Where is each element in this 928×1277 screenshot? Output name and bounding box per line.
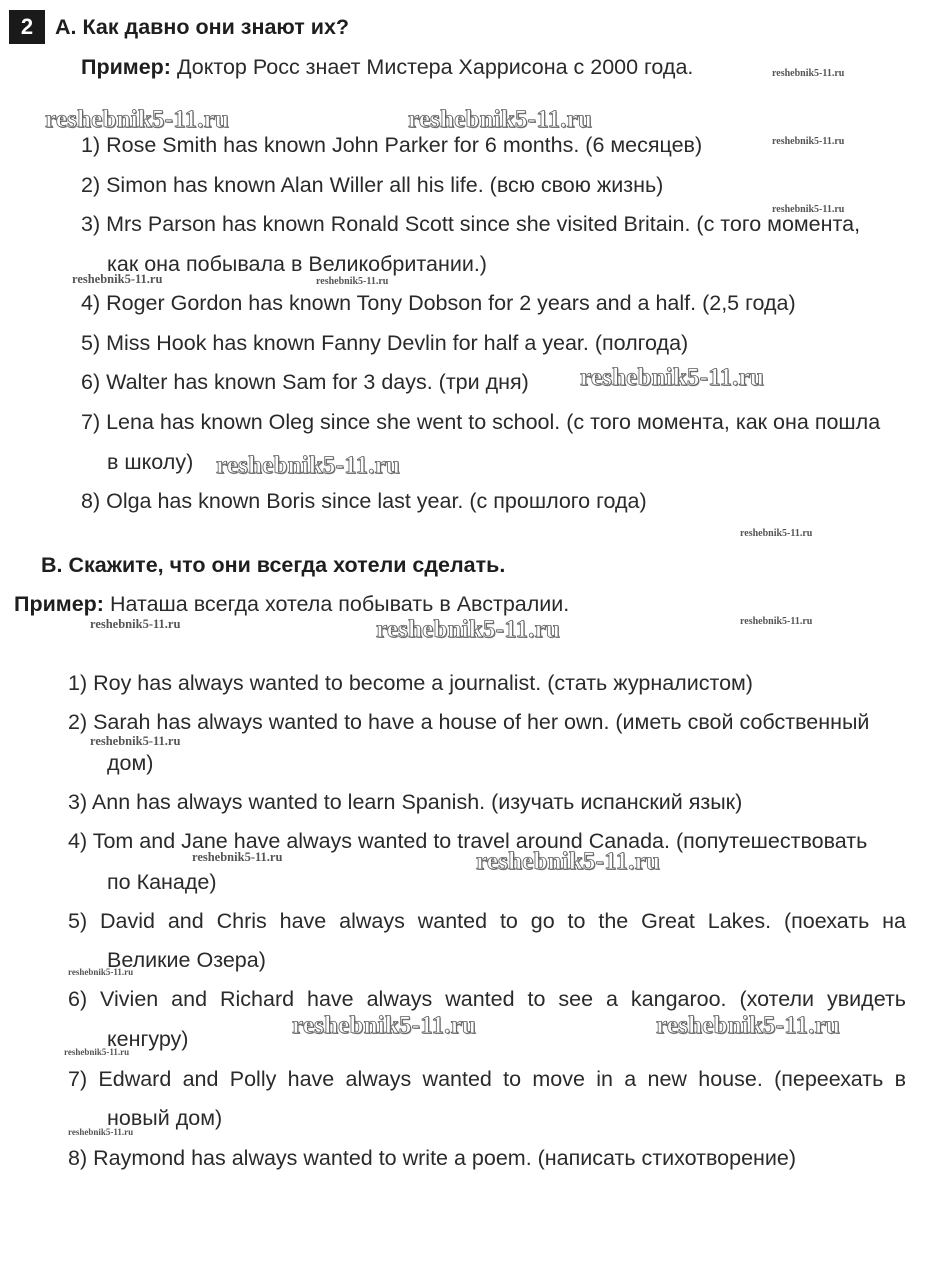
part-b-item-4: 4) Tom and Jane have always wanted to travel around Canada. (попутешествовать [68,829,868,853]
part-a-item-7-cont: в школу) [107,450,194,474]
part-b-item-4-cont: по Канаде) [107,870,217,894]
part-a-item-3-cont: как она побывала в Великобритании.) [107,252,487,276]
part-b-item-7-cont: новый дом) [107,1106,223,1130]
watermark: reshebnik5-11.ru [476,848,661,875]
part-a-item-6: 6) Walter has known Sam for 3 days. (три дня) [81,370,529,394]
part-a-item-7: 7) Lena has known Oleg since she went to school. (с того момента, как она пошла [81,410,881,434]
watermark: reshebnik5-11.ru [656,1012,841,1039]
watermark: reshebnik5-11.ru [45,106,230,133]
part-a-example-label: Пример: [81,55,171,79]
watermark: reshebnik5-11.ru [772,204,845,215]
part-a-item-3: 3) Mrs Parson has known Ronald Scott since she visited Britain. (с того момента, [81,212,861,236]
part-b-item-1: 1) Roy has always wanted to become a journalist. (стать журналистом) [68,671,753,695]
exercise-number-badge: 2 [9,10,45,44]
part-a-heading: A. Как давно они знают их? [55,15,350,39]
part-b-item-2: 2) Sarah has always wanted to have a house of her own. (иметь свой собственный [68,710,870,734]
part-b-item-5-cont: Великие Озера) [107,948,266,972]
watermark: reshebnik5-11.ru [72,272,163,286]
watermark: reshebnik5-11.ru [580,364,765,391]
watermark: reshebnik5-11.ru [192,850,283,864]
watermark: reshebnik5-11.ru [216,452,401,479]
watermark: reshebnik5-11.ru [376,616,561,643]
part-b-item-7: 7) Edward and Polly have always wanted to move in a new house. (переехать в [68,1067,906,1091]
watermark: reshebnik5-11.ru [68,967,134,977]
watermark: reshebnik5-11.ru [90,617,181,631]
part-b-item-6-cont: кенгуру) [107,1027,189,1051]
watermark: reshebnik5-11.ru [772,136,845,147]
part-a-example [81,54,693,80]
watermark: reshebnik5-11.ru [740,528,813,539]
watermark: reshebnik5-11.ru [64,1047,130,1057]
part-a-item-5: 5) Miss Hook has known Fanny Devlin for half a year. (полгода) [81,331,689,355]
part-b-example-text: Наташа всегда хотела побывать в Австралии. [109,592,570,616]
watermark: reshebnik5-11.ru [316,276,389,287]
part-b-heading: B. Скажите, что они всегда хотели сделать. [41,553,506,577]
part-a-item-2: 2) Simon has known Alan Willer all his life. (всю свою жизнь) [81,173,664,197]
part-a-item-1: 1) Rose Smith has known John Parker for 6 months. (6 месяцев) [81,133,703,157]
part-a-example-text: Доктор Росс знает Мистера Харрисона с 2000 года. [176,55,694,79]
part-a-item-8: 8) Olga has known Boris since last year. (с прошлого года) [81,489,647,513]
watermark: reshebnik5-11.ru [408,106,593,133]
watermark: reshebnik5-11.ru [740,616,813,627]
watermark: reshebnik5-11.ru [68,1127,134,1137]
part-b-item-5: 5) David and Chris have always wanted to go to the Great Lakes. (поехать на [68,909,906,933]
watermark: reshebnik5-11.ru [90,734,181,748]
watermark: reshebnik5-11.ru [772,68,845,79]
part-b-item-6: 6) Vivien and Richard have always wanted to see a kangaroo. (хотели увидеть [68,987,906,1011]
watermark: reshebnik5-11.ru [292,1012,477,1039]
part-b-example [14,591,569,617]
part-a-item-4: 4) Roger Gordon has known Tony Dobson for 2 years and a half. (2,5 года) [81,291,796,315]
part-b-item-2-cont: дом) [107,751,154,775]
part-b-example-label: Пример: [14,592,104,616]
part-b-item-3: 3) Ann has always wanted to learn Spanish. (изучать испанский язык) [68,790,743,814]
part-b-item-8: 8) Raymond has always wanted to write a poem. (написать стихотворение) [68,1146,797,1170]
